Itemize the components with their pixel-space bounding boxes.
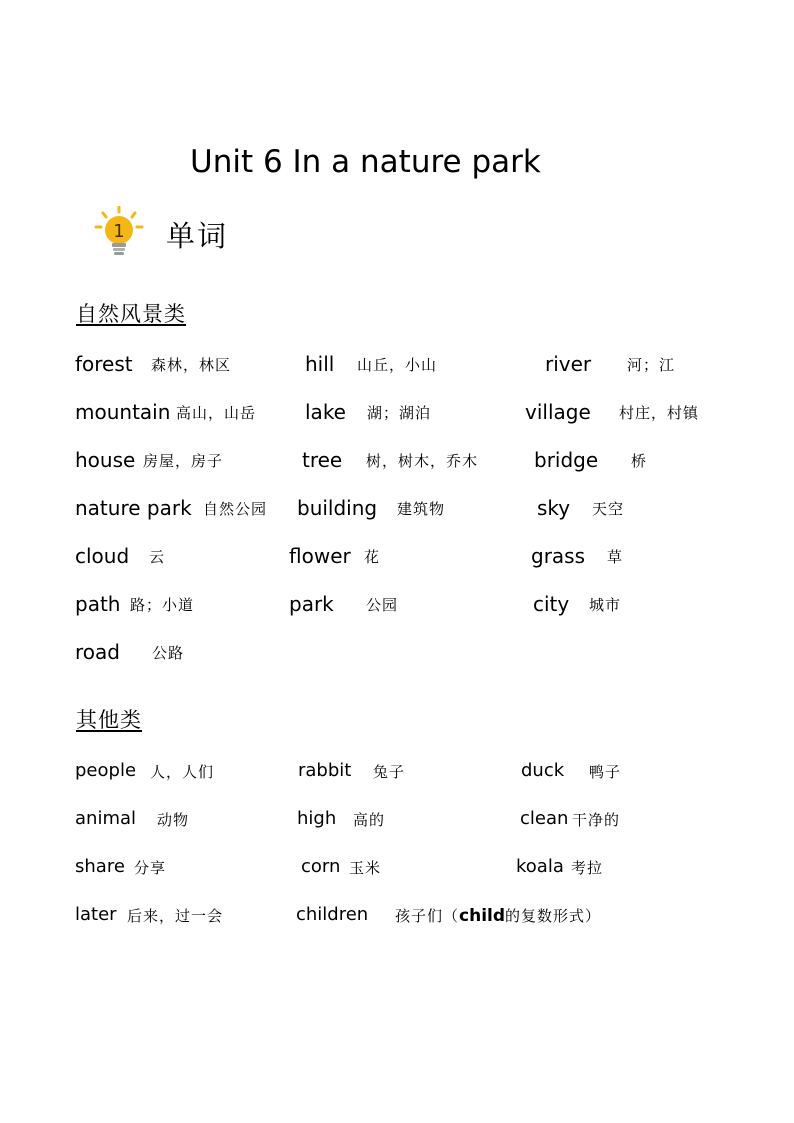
vocab-word: path [75,592,121,616]
vocab-row [0,494,794,524]
vocab-row [0,350,794,380]
vocab-row [0,446,794,476]
vocab-row [0,638,794,668]
vocab-meaning: 动物 [157,811,190,829]
vocab-meaning: 村庄，村镇 [619,404,700,422]
vocab-meaning: 湖；湖泊 [367,404,432,422]
vocab-meaning: 后来，过一会 [127,907,224,925]
vocab-row [0,398,794,428]
vocab-row [0,757,794,787]
vocab-meaning: 河；江 [627,356,676,374]
vocab-word: nature park [75,496,192,520]
vocab-meaning: 兔子 [373,763,406,781]
vocab-word: duck [521,760,565,781]
vocab-meaning: 树，树木，乔木 [366,452,479,470]
vocab-row [0,590,794,620]
vocab-meaning: 公路 [152,644,185,662]
vocab-meaning: 鸭子 [589,763,622,781]
vocab-row [0,853,794,883]
vocab-word: bridge [534,448,599,472]
vocab-word: lake [305,400,346,424]
category-heading-other: 其他类 [76,708,142,732]
vocab-meaning: 天空 [592,500,625,518]
vocab-meaning: 分享 [134,859,167,877]
vocab-row [0,805,794,835]
category-heading-nature: 自然风景类 [76,302,186,326]
vocab-word: people [75,760,137,781]
section-title: 单词 [166,219,229,253]
vocab-word: park [289,592,334,616]
vocab-word: animal [75,808,137,829]
vocab-meaning-bold: child [459,906,506,926]
vocab-word: tree [302,448,343,472]
vocab-word: later [75,904,117,925]
vocab-meaning: 房屋，房子 [143,452,224,470]
vocab-word: village [525,400,591,424]
vocab-meaning: 花 [364,548,381,566]
vocab-word: road [75,640,120,664]
vocab-meaning: 公园 [366,596,399,614]
vocab-meaning: 云 [149,548,166,566]
vocab-word: mountain [75,400,171,424]
vocab-word: rabbit [298,760,352,781]
vocab-meaning: 干净的 [572,811,621,829]
vocab-word: city [533,592,570,616]
vocab-meaning: 自然公园 [203,500,268,518]
vocab-meaning: 孩子们（child的复数形式） [395,906,602,926]
vocab-word: flower [289,544,351,568]
vocab-meaning: 路；小道 [130,596,195,614]
vocab-word: forest [75,352,133,376]
vocab-meaning: 玉米 [349,859,382,877]
vocab-meaning: 城市 [589,596,622,614]
vocab-meaning: 桥 [631,452,648,470]
lightbulb-icon [94,206,144,260]
vocab-meaning: 高山，山岳 [176,404,257,422]
vocab-word: house [75,448,136,472]
vocab-word: sky [537,496,571,520]
vocab-row [0,542,794,572]
vocab-meaning: 山丘，小山 [357,356,438,374]
section-number: 1 [113,221,125,242]
vocab-meaning: 森林，林区 [151,356,232,374]
vocab-word: cloud [75,544,130,568]
vocab-meaning: 高的 [353,811,386,829]
vocab-word: corn [301,856,341,877]
vocab-meaning: 人，人们 [150,763,215,781]
vocab-word: building [297,496,378,520]
vocab-word: river [545,352,592,376]
page-title: Unit 6 In a nature park [190,144,541,180]
vocab-word: koala [516,856,564,877]
vocab-meaning: 考拉 [571,859,604,877]
vocab-row [0,901,794,931]
vocab-word: hill [305,352,335,376]
vocab-word: children [296,904,369,925]
vocab-meaning: 建筑物 [397,500,446,518]
vocab-word: high [297,808,337,829]
vocab-word: clean [520,808,569,829]
vocab-word: grass [531,544,586,568]
vocab-meaning: 草 [607,548,624,566]
vocab-word: share [75,856,125,877]
